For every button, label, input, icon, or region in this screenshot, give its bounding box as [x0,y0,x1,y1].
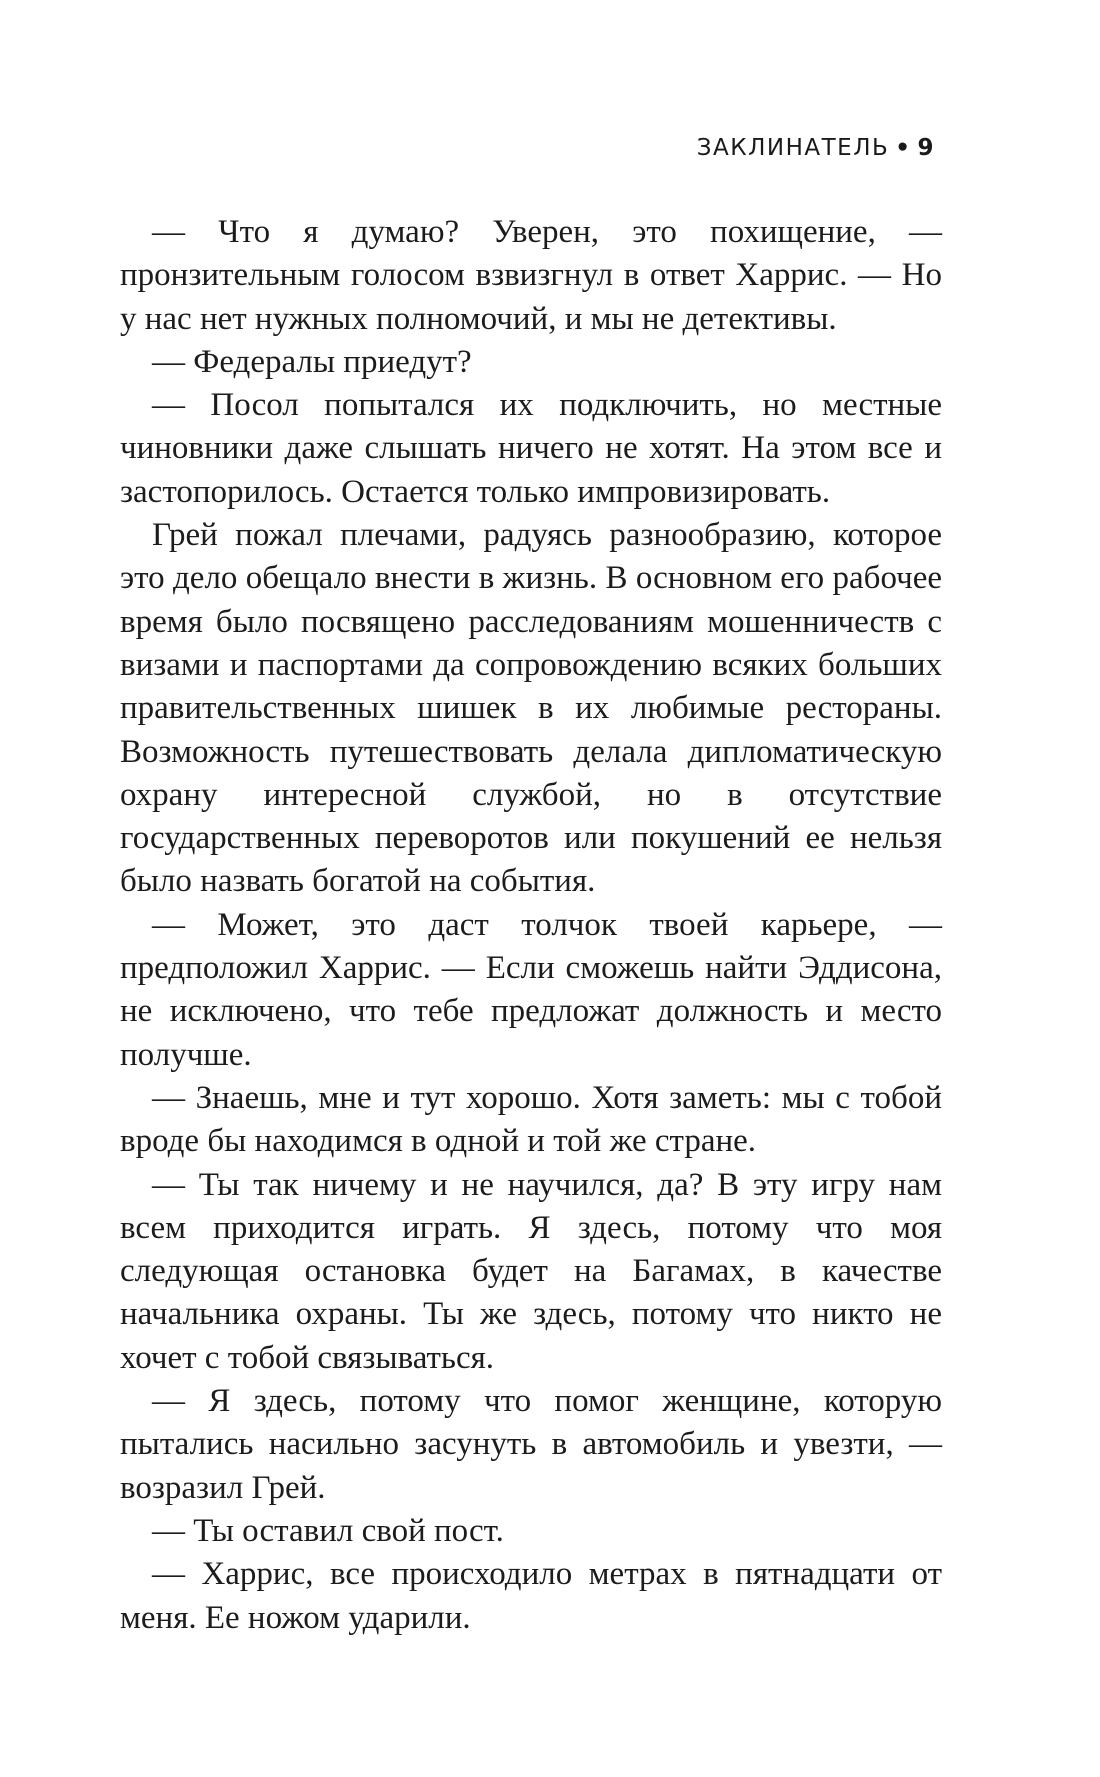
paragraph: — Харрис, все происходило метрах в пятнадцати от меня. Ее ножом ударили. [120,1556,942,1636]
paragraph: — Федералы приедут? [152,343,472,380]
paragraph: Грей пожал плечами, радуясь разнообразию, которое это дело обещало внести в жизнь. В основном его рабочее время было посвящено расследованиям мошенничеств с визами и паспортами да сопровождению всяких больших правительственных шишек в их любимые рестораны. Возможность путешествовать делала дипломатическую охрану интересной службой, но в отсутствие государственных переворотов или покушений ее нельзя было назвать богатой на события. [120,517,942,900]
body-text [120,211,942,1640]
paragraph: — Ты так ничему и не научился, да? В эту игру нам всем приходится играть. Я здесь, потому что моя следующая остановка будет на Багамах, в качестве начальника охраны. Ты же здесь, потому что никто не хочет с тобой связываться. [120,1166,942,1376]
paragraph: — Я здесь, потому что помог женщине, которую пытались насильно засунуть в автомобиль и увезти, — возразил Грей. [120,1383,942,1506]
running-header [697,135,935,161]
paragraph: — Ты оставил свой пост. [152,1512,504,1549]
paragraph: — Знаешь, мне и тут хорошо. Хотя заметь: мы с тобой вроде бы находимся в одной и той же стране. [120,1079,942,1160]
paragraph: — Посол попытался их подключить, но местные чиновники даже слышать ничего не хотят. На этом все и застопорилось. Остается только импровизировать. [120,387,942,510]
book-title: ЗАКЛИНАТЕЛЬ [696,135,890,161]
page-number: 9 [917,135,935,161]
header-separator: • [895,135,912,161]
paragraph: — Что я думаю? Уверен, это похищение, — пронзительным голосом взвизгнул в ответ Харрис. — Но у нас нет нужных полномочий, и мы не детективы. [120,214,942,337]
paragraph: — Может, это даст толчок твоей карьере, — предположил Харрис. — Если сможешь найти Эддисона, не исключено, что тебе предложат должность и место получше. [120,906,942,1073]
